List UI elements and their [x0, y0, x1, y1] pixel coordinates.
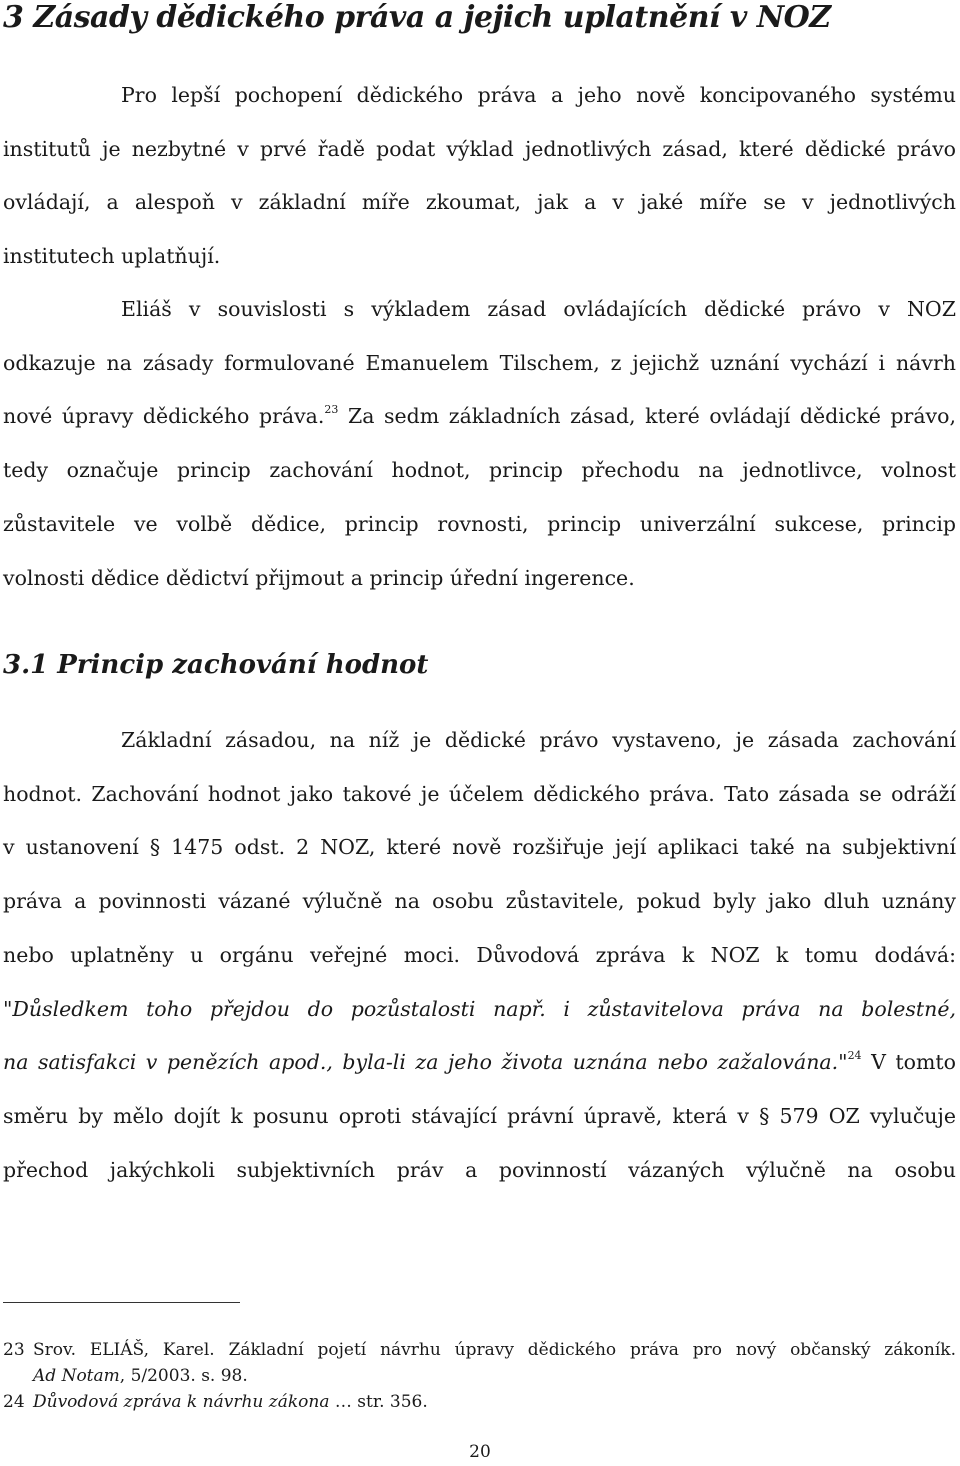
text-line: zůstavitele ve volbě dědice, princip rovnosti, princip univerzální sukcese, princip: [3, 511, 956, 536]
section-heading: 3.1 Princip zachování hodnot: [3, 650, 429, 680]
text-line: tedy označuje princip zachování hodnot, princip přechodu na jednotlivce, volnost: [3, 458, 956, 483]
footnote-italic: Ad Notam: [33, 1366, 120, 1386]
paragraph-2: [3, 283, 956, 605]
footnote-line: [3, 1363, 956, 1389]
text-segment: V tomto: [861, 1050, 956, 1075]
text-line: [3, 390, 956, 444]
text-line: Základní zásadou, na níž je dědické právo vystaveno, je zásada zachování: [121, 728, 956, 752]
text-line: práva a povinnosti vázané výlučně na osobu zůstavitele, pokud byly jako dluh uznány: [3, 889, 956, 914]
footnote-23: [3, 1337, 956, 1389]
text-segment: nové úpravy dědického práva.: [3, 404, 325, 429]
footnote-text: Srov. ELIÁŠ, Karel. Základní pojetí návrhu úpravy dědického práva pro nový občanský zákoník.: [33, 1340, 956, 1360]
text-line: v ustanovení § 1475 odst. 2 NOZ, které nově rozšiřuje její aplikaci také na subjektivní: [3, 835, 956, 860]
footnote-ref-24: 24: [847, 1049, 862, 1063]
page-number: 20: [469, 1442, 491, 1462]
text-line: přechod jakýchkoli subjektivních práv a povinností vázaných výlučně na osobu: [3, 1157, 956, 1182]
footnote-text: … str. 356.: [329, 1392, 428, 1412]
footnote-italic: Důvodová zpráva k návrhu zákona: [33, 1392, 330, 1412]
text-line: Pro lepší pochopení dědického práva a jeho nově koncipovaného systému: [121, 83, 956, 107]
text-line-italic: "Důsledkem toho přejdou do pozůstalosti např. i zůstavitelova práva na bolestné,: [3, 996, 956, 1021]
text-line: Eliáš v souvislosti s výkladem zásad ovládajících dědické právo v NOZ: [121, 297, 956, 321]
text-line: institutů je nezbytné v prvé řadě podat výklad jednotlivých zásad, které dědické právo: [3, 136, 956, 161]
text-line: odkazuje na zásady formulované Emanuelem Tilschem, z jejichž uznání vychází i návrh: [3, 350, 956, 375]
text-line: [3, 1036, 956, 1090]
paragraph-1: [3, 69, 956, 284]
footnote-number: 24: [3, 1392, 25, 1412]
footnote-number: 23: [3, 1340, 25, 1360]
text-segment: Za sedm základních zásad, které ovládají dědické právo,: [338, 404, 956, 429]
text-line: hodnot. Zachování hodnot jako takové je účelem dědického práva. Tato zásada se odráží: [3, 781, 956, 806]
footnote-line: [3, 1337, 956, 1363]
footnote-24: [3, 1389, 956, 1415]
footnote-divider: [3, 1302, 240, 1303]
paragraph-3: [3, 714, 956, 1197]
footnote-ref-23: 23: [324, 403, 339, 417]
text-line: volnosti dědice dědictví přijmout a princip úřední ingerence.: [3, 565, 635, 590]
text-line: nebo uplatněny u orgánu veřejné moci. Důvodová zpráva k NOZ k tomu dodává:: [3, 942, 956, 967]
text-line: institutech uplatňují.: [3, 244, 221, 269]
text-line: směru by mělo dojít k posunu oproti stávající právní úpravě, která v § 579 OZ vylučuje: [3, 1103, 956, 1128]
chapter-heading: 3 Zásady dědického práva a jejich uplatnění v NOZ: [3, 0, 831, 35]
footnote-text: , 5/2003. s. 98.: [119, 1366, 248, 1386]
text-line: ovládají, a alespoň v základní míře zkoumat, jak a v jaké míře se v jednotlivých: [3, 190, 956, 215]
quote-italic: na satisfakci v penězích apod., byla-li za jeho života uznána nebo zažalována.": [3, 1050, 848, 1075]
